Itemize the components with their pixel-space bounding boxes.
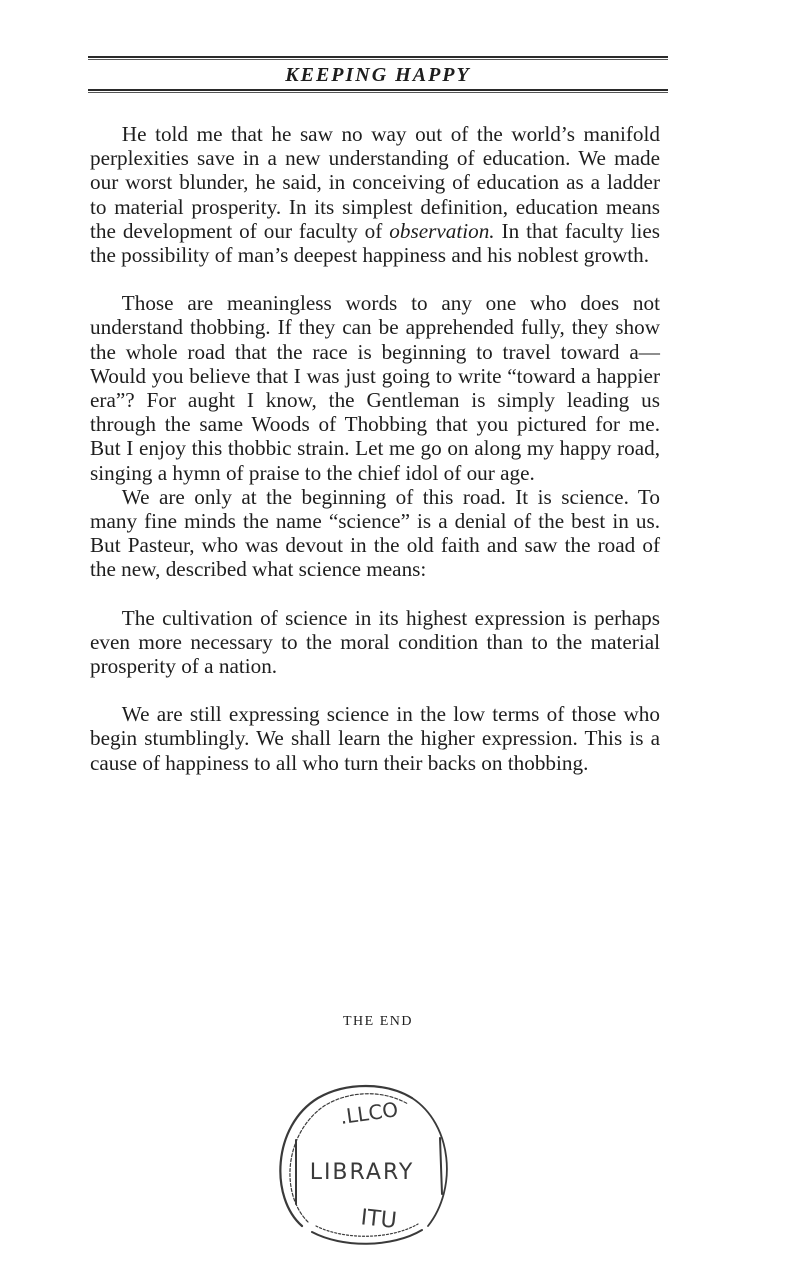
- header-rule-bottom: [88, 89, 668, 93]
- body-text: [90, 122, 660, 775]
- paragraph-1-text-end: In that faculty lies the possibility of man’s deepest happiness and his noblest growth.: [90, 218, 660, 268]
- svg-text:ITU: ITU: [359, 1205, 398, 1234]
- running-header: [88, 56, 668, 93]
- paragraph-2: Those are meaningless words to any one who does not understand thobbing. If they can be apprehended fully, they show the whole road that the race is beginning to travel toward a— Would you believe that I was just going to write “toward a happier era”? For aught I know, the Gentleman is simply leading us through the same Woods of Thobbing that you pictured for me. But I enjoy this thobbic strain. Let me go on along my happy road, singing a hymn of praise to the chief idol of our age.: [90, 291, 660, 485]
- paragraph-3: We are only at the beginning of this road. It is science. To many fine minds the name “science” is a denial of the best in us. But Pasteur, who was devout in the old faith and saw the road of the new, described what science means:: [90, 484, 660, 582]
- paragraph-4-quote: The cultivation of science in its highest expression is perhaps even more necessary to the moral condition than to the material prosperity of a nation.: [90, 605, 660, 679]
- header-rule-top: [88, 56, 668, 60]
- running-title: KEEPING HAPPY: [285, 64, 471, 86]
- svg-text:.LLCO: .LLCO: [338, 1097, 400, 1130]
- paragraph-1-text: He told me that he saw no way out of the world’s manifold perplexities save in a new understanding of education. We made our worst blunder, he said, in conceiving of education as a ladder to material prosperity. In its simplest definition, education means the development of our faculty of: [90, 122, 660, 243]
- library-stamp-icon: [262, 1076, 462, 1248]
- paragraph-1: [90, 122, 660, 267]
- stamp-text: LIBRARY: [309, 1160, 415, 1185]
- the-end: THE END: [343, 1014, 413, 1029]
- paragraph-5: We are still expressing science in the low terms of those who begin stumblingly. We shall learn the higher expression. This is a cause of happiness to all who turn their backs on thobbing.: [90, 702, 660, 775]
- paragraph-1-emphasis: observation.: [389, 218, 495, 243]
